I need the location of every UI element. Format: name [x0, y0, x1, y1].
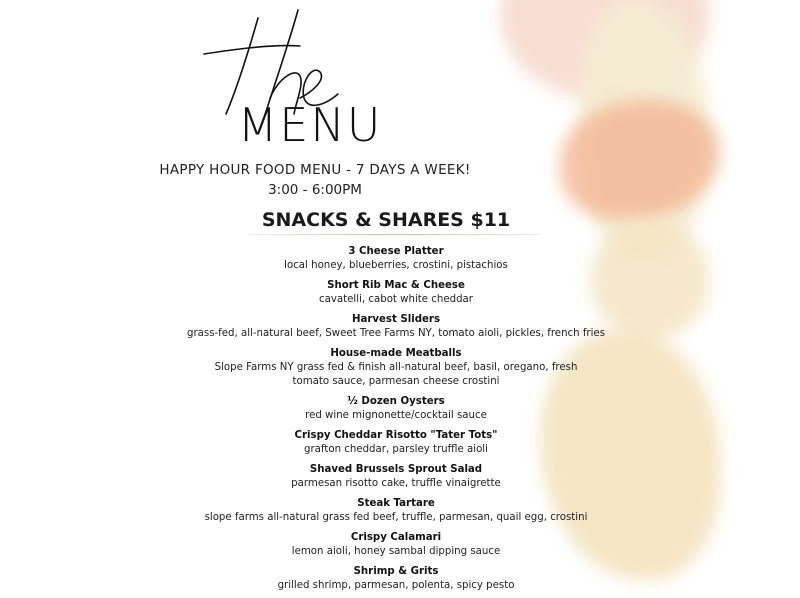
- section-divider: [250, 234, 540, 235]
- menu-item-description: grass-fed, all-natural beef, Sweet Tree Farms NY, tomato aioli, pickles, french fries: [186, 328, 605, 339]
- menu-item-description: cavatelli, cabot white cheddar: [319, 294, 473, 305]
- menu-item-name: Steak Tartare: [357, 498, 435, 509]
- menu-item-name: Crispy Cheddar Risotto "Tater Tots": [294, 430, 498, 441]
- menu-item: [160, 462, 632, 491]
- menu-page: [159, 0, 684, 591]
- menu-item-description-line2: tomato sauce, parmesan cheese crostini: [292, 376, 500, 387]
- menu-item: [160, 244, 632, 273]
- section-title: SNACKS & SHARES $11: [261, 209, 511, 231]
- menu-item: [160, 394, 632, 423]
- menu-item: [160, 428, 632, 457]
- menu-item-name: Harvest Sliders: [351, 314, 441, 325]
- menu-item: [160, 346, 632, 389]
- menu-item: [160, 530, 632, 559]
- menu-item-description: Slope Farms NY grass fed & finish all-natural beef, basil, oregano, fresh: [214, 362, 578, 373]
- menu-items-list: [160, 244, 632, 598]
- menu-item-description: parmesan risotto cake, truffle vinaigrette: [291, 478, 501, 489]
- menu-item-name: Shaved Brussels Sprout Salad: [309, 464, 483, 475]
- menu-subtitle: HAPPY HOUR FOOD MENU - 7 DAYS A WEEK!: [159, 162, 471, 178]
- menu-item-description: slope farms all-natural grass fed beef, truffle, parmesan, quail egg, crostini: [204, 512, 588, 523]
- menu-item-name: Short Rib Mac & Cheese: [327, 280, 465, 291]
- menu-item-description: red wine mignonette/cocktail sauce: [305, 410, 487, 421]
- menu-item-name: 3 Cheese Platter: [348, 246, 444, 257]
- menu-item-description: local honey, blueberries, crostini, pistachios: [284, 260, 508, 271]
- menu-item-name: Shrimp & Grits: [353, 566, 439, 577]
- menu-item: [160, 496, 632, 525]
- menu-title: MENU: [237, 98, 383, 152]
- menu-item: [160, 278, 632, 307]
- menu-item: [160, 312, 632, 341]
- menu-item-name: Crispy Calamari: [350, 532, 442, 543]
- menu-item-description: lemon aioli, honey sambal dipping sauce: [291, 546, 501, 557]
- menu-item-description: grilled shrimp, parmesan, polenta, spicy pesto: [277, 580, 515, 591]
- menu-item-name: House-made Meatballs: [330, 348, 462, 359]
- happy-hour-times: 3:00 - 6:00PM: [268, 182, 362, 198]
- menu-item: [160, 564, 632, 593]
- menu-item-name: ½ Dozen Oysters: [347, 396, 445, 407]
- menu-item-description: grafton cheddar, parsley truffle aioli: [304, 444, 488, 455]
